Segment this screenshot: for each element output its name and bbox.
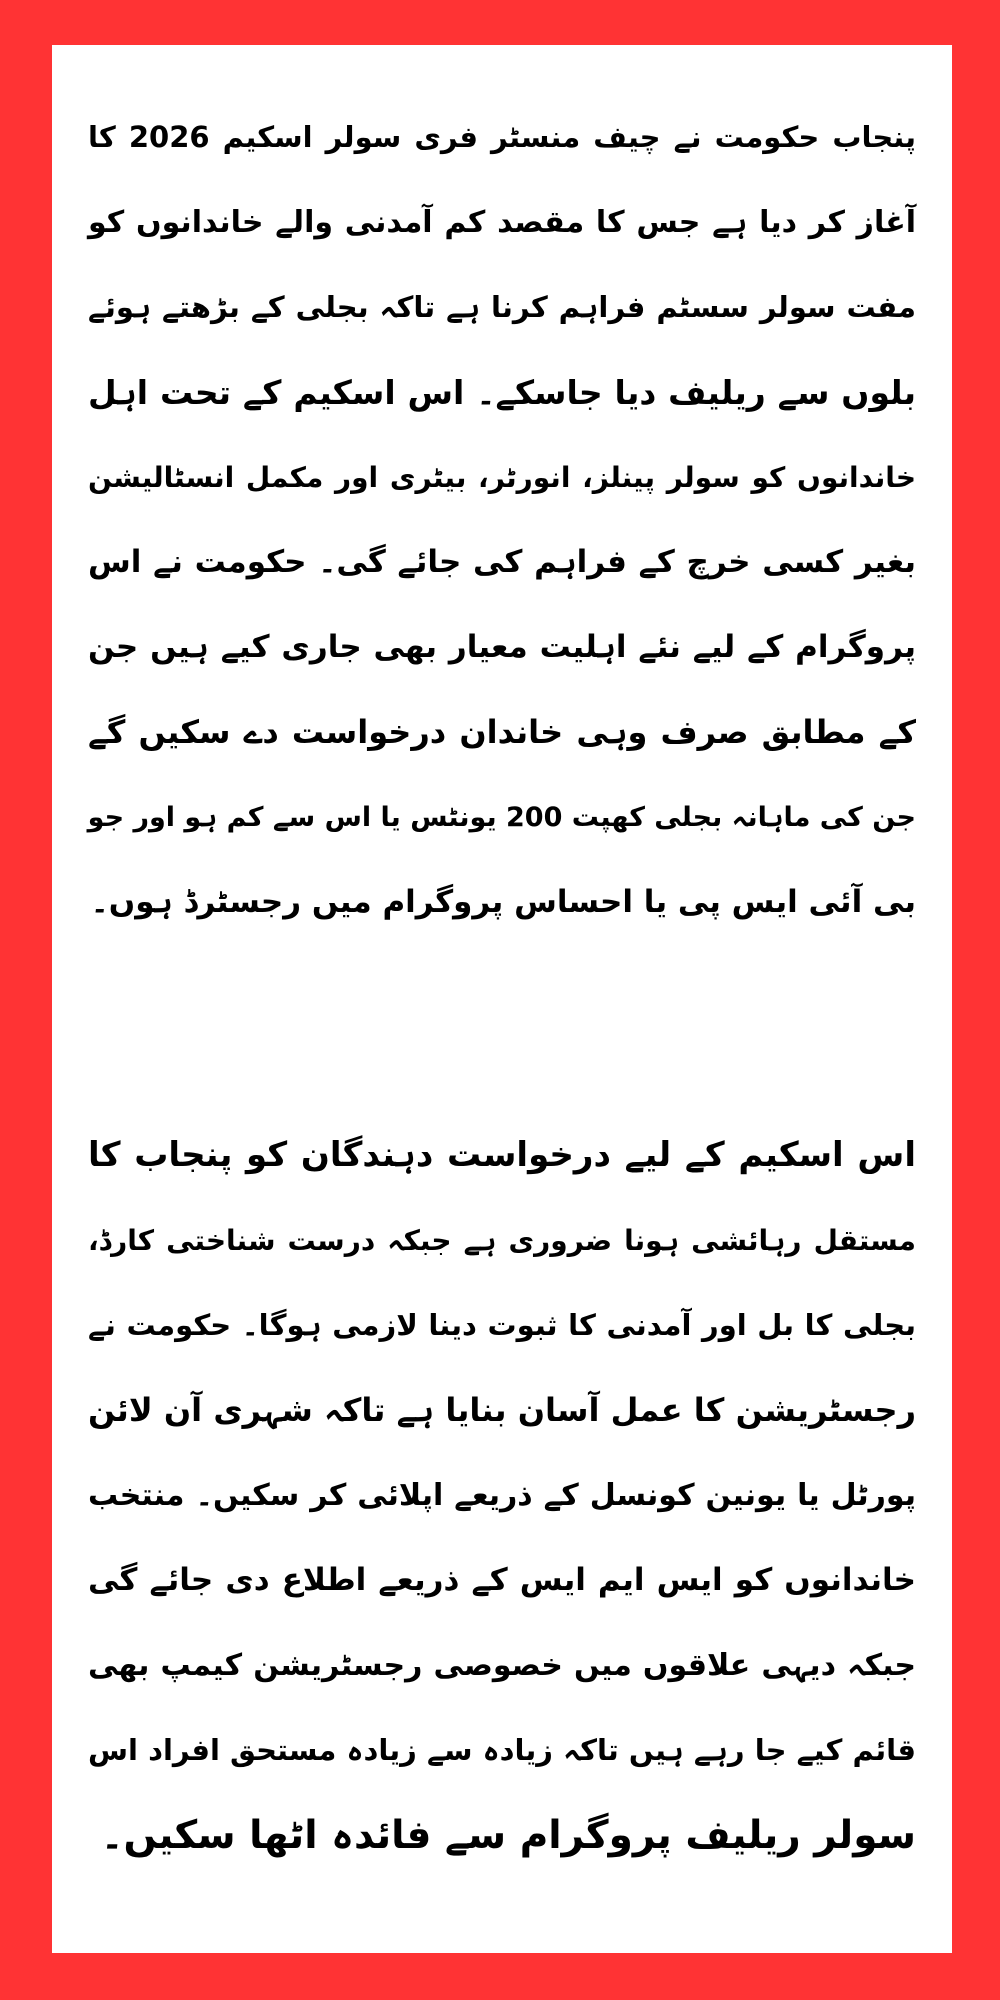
paragraph-line: اس اسکیم کے لیے درخواست دہندگان کو پنجاب کا — [88, 1135, 916, 1175]
paragraph-line: قائم کیے جا رہے ہیں تاکہ زیادہ سے زیادہ مستحق افراد اس — [88, 1733, 916, 1767]
paragraph-line: خاندانوں کو ایس ایم ایس کے ذریعے اطلاع دی جائے گی — [88, 1562, 916, 1598]
paragraph-line: مفت سولر سسٹم فراہم کرنا ہے تاکہ بجلی کے بڑھتے ہوئے — [88, 290, 916, 324]
paragraph-line: پورٹل یا یونین کونسل کے ذریعے اپلائی کر سکیں۔ منتخب — [88, 1478, 916, 1513]
paragraph-line: پروگرام کے لیے نئے اہلیت معیار بھی جاری کیے ہیں جن — [88, 629, 916, 665]
paragraph-line: پنجاب حکومت نے چیف منسٹر فری سولر اسکیم 2026 کا — [88, 120, 916, 154]
paragraph-line: جن کی ماہانہ بجلی کھپت 200 یونٹس یا اس سے کم ہو اور جو — [87, 802, 916, 833]
paragraph-line: بلوں سے ریلیف دیا جاسکے۔ اس اسکیم کے تحت اہل — [88, 373, 916, 412]
paragraph-line: مستقل رہائشی ہونا ضروری ہے جبکہ درست شناختی کارڈ، — [88, 1224, 916, 1257]
paragraph-line: کے مطابق صرف وہی خاندان درخواست دے سکیں گے — [88, 713, 916, 751]
paragraph-line: بغیر کسی خرچ کے فراہم کی جائے گی۔ حکومت نے اس — [88, 544, 916, 580]
paragraph-line: جبکہ دیہی علاقوں میں خصوصی رجسٹریشن کیمپ بھی — [88, 1648, 916, 1683]
paragraph-line: بجلی کا بل اور آمدنی کا ثبوت دینا لازمی ہوگا۔ حکومت نے — [88, 1308, 916, 1342]
paragraph-line: بی آئی ایس پی یا احساس پروگرام میں رجسٹرڈ ہوں۔ — [90, 884, 916, 920]
paragraph-2 — [88, 1113, 916, 1878]
paragraph-line: خاندانوں کو سولر پینلز، انورٹر، بیٹری اور مکمل انسٹالیشن — [88, 461, 916, 494]
paragraph-line: آغاز کر دیا ہے جس کا مقصد کم آمدنی والے خاندانوں کو — [88, 205, 916, 240]
paragraph-line: سولر ریلیف پروگرام سے فائدہ اٹھا سکیں۔ — [100, 1813, 916, 1858]
article-card — [52, 45, 952, 1953]
paragraph-1 — [88, 95, 916, 945]
paragraph-line: رجسٹریشن کا عمل آسان بنایا ہے تاکہ شہری آن لائن — [88, 1391, 916, 1429]
paragraph-spacer — [88, 945, 916, 1113]
